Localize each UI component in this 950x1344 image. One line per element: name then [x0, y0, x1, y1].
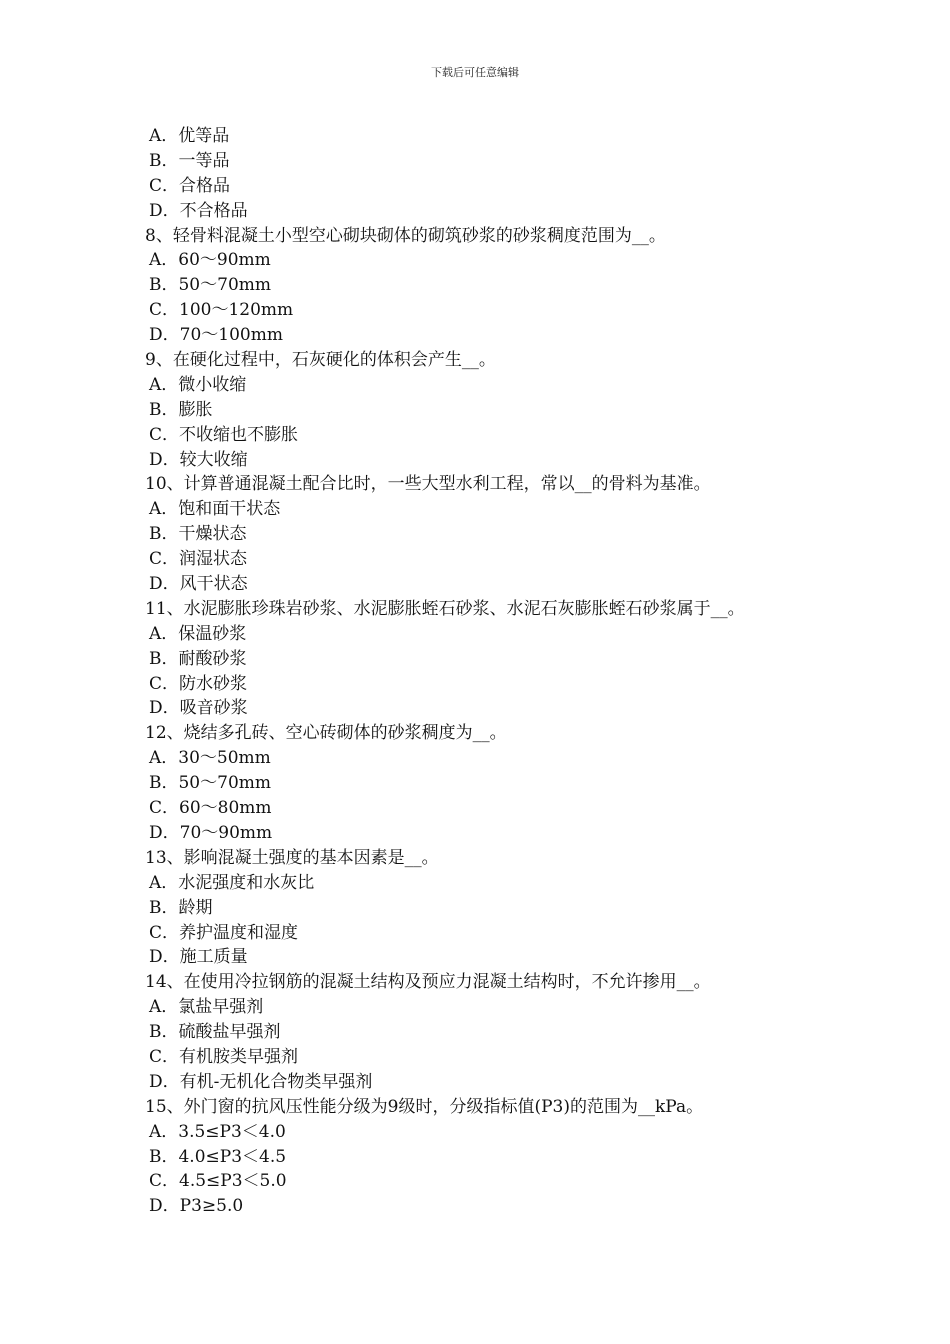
page-header: 下载后可任意编辑: [431, 66, 519, 79]
answer-option: C．有机胺类早强剂: [149, 1046, 299, 1067]
answer-option: B．干燥状态: [149, 524, 247, 545]
answer-option: D．风干状态: [149, 574, 248, 595]
answer-option: A．水泥强度和水灰比: [149, 872, 315, 893]
answer-option: B．硫酸盐早强剂: [149, 1022, 281, 1043]
answer-option: A．30～50mm: [149, 748, 271, 769]
answer-option: C．养护温度和湿度: [149, 922, 299, 943]
question-text: 15、外门窗的抗风压性能分级为9级时，分级指标值(P3)的范围为__kPa。: [145, 1096, 704, 1117]
question-text: 10、计算普通混凝土配合比时，一些大型水利工程，常以__的骨料为基准。: [145, 474, 711, 495]
question-text: 14、在使用冷拉钢筋的混凝土结构及预应力混凝土结构时，不允许掺用__。: [145, 972, 711, 993]
answer-option: B．50～70mm: [149, 773, 271, 794]
answer-option: C．100～120mm: [149, 300, 294, 321]
answer-option: D．施工质量: [149, 947, 248, 968]
answer-option: A．保温砂浆: [149, 623, 247, 644]
question-text: 11、水泥膨胀珍珠岩砂浆、水泥膨胀蛭石砂浆、水泥石灰膨胀蛭石砂浆属于__。: [145, 598, 745, 619]
answer-option: A．饱和面干状态: [149, 499, 281, 520]
answer-option: A．微小收缩: [149, 374, 247, 395]
answer-option: C．润湿状态: [149, 549, 248, 570]
answer-option: C．不收缩也不膨胀: [149, 424, 299, 445]
answer-option: D．P3≥5.0: [149, 1196, 244, 1217]
answer-option: B．50～70mm: [149, 275, 271, 296]
question-text: 9、在硬化过程中，石灰硬化的体积会产生__。: [145, 350, 496, 371]
answer-option: B．4.0≤P3＜4.5: [149, 1146, 287, 1167]
question-text: 8、轻骨料混凝土小型空心砌块砌体的砌筑砂浆的砂浆稠度范围为__。: [145, 225, 666, 246]
answer-option: B．一等品: [149, 150, 230, 171]
answer-option: C．60～80mm: [149, 798, 272, 819]
answer-option: C．合格品: [149, 175, 231, 196]
answer-option: A．氯盐早强剂: [149, 997, 264, 1018]
answer-option: B．耐酸砂浆: [149, 648, 247, 669]
answer-option: D．较大收缩: [149, 449, 248, 470]
answer-option: D．不合格品: [149, 200, 248, 221]
answer-option: D．有机-无机化合物类早强剂: [149, 1071, 373, 1092]
answer-option: C．4.5≤P3＜5.0: [149, 1171, 287, 1192]
answer-option: A．60～90mm: [149, 250, 271, 271]
answer-option: D．吸音砂浆: [149, 698, 248, 719]
answer-option: B．膨胀: [149, 399, 213, 420]
answer-option: C．防水砂浆: [149, 673, 248, 694]
question-text: 13、影响混凝土强度的基本因素是__。: [145, 847, 439, 868]
answer-option: B．龄期: [149, 897, 213, 918]
answer-option: D．70～100mm: [149, 325, 283, 346]
document-body: [145, 124, 835, 1219]
answer-option: A．3.5≤P3＜4.0: [149, 1121, 286, 1142]
question-text: 12、烧结多孔砖、空心砖砌体的砂浆稠度为__。: [145, 723, 507, 744]
answer-option: D．70～90mm: [149, 822, 273, 843]
answer-option: A．优等品: [149, 126, 230, 146]
